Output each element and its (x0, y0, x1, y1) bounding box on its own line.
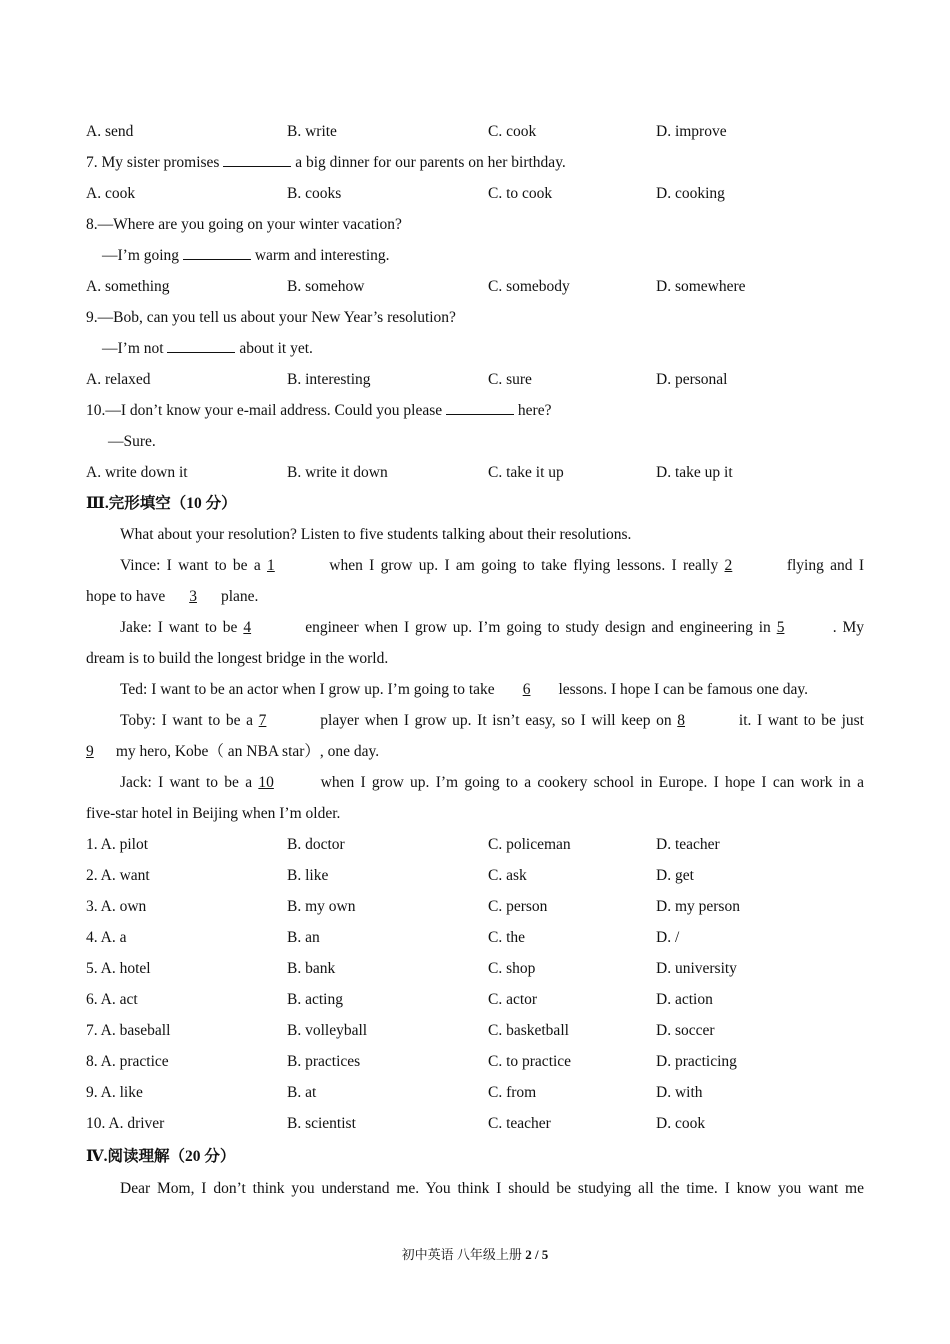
cloze-q9-d: D. with (656, 1084, 703, 1101)
q10-option-b: B. write it down (287, 464, 388, 481)
q8-option-a: A. something (86, 278, 170, 295)
q6-options (86, 116, 864, 147)
q10-stem (86, 395, 864, 426)
page-footer (0, 1244, 950, 1263)
cloze-text: when I grow up. I am going to take flying lessons. I really (323, 557, 725, 574)
cloze-q8-a: 8. A. practice (86, 1053, 169, 1070)
page-number: 2 / 5 (525, 1247, 549, 1262)
q9-reply (86, 333, 864, 364)
cloze-q3-b: B. my own (287, 898, 356, 915)
cloze-q8-options (86, 1046, 864, 1077)
q8-reply (86, 240, 864, 271)
q7-option-d: D. cooking (656, 185, 725, 202)
cloze-text: Vince: I want to be a (120, 557, 268, 574)
cloze-q1-b: B. doctor (287, 836, 345, 853)
cloze-q3-c: C. person (488, 898, 548, 915)
cloze-intro: What about your resolution? Listen to five students talking about their resolutions. (120, 526, 632, 543)
cloze-q3-d: D. my person (656, 898, 740, 915)
cloze-blank-7: 7 (258, 712, 267, 729)
q10-stem-pre: 10.—I don’t know your e-mail address. Could you please (86, 402, 447, 419)
cloze-q10-options (86, 1108, 864, 1139)
cloze-q10-c: C. teacher (488, 1115, 551, 1132)
q7-option-a: A. cook (86, 185, 136, 202)
cloze-q10-a: 10. A. driver (86, 1115, 165, 1132)
q8-reply-post: warm and interesting. (250, 247, 390, 264)
q9-reply-pre: —I’m not (102, 340, 168, 357)
cloze-q8-b: B. practices (287, 1053, 361, 1070)
reading-text-line1: Dear Mom, I don’t think you understand me. You think I should be studying all the time. I know you want me (120, 1180, 864, 1197)
cloze-blank-3: 3 (189, 588, 197, 605)
cloze-q5-a: 5. A. hotel (86, 960, 151, 977)
cloze-blank-2: 2 (724, 557, 733, 574)
cloze-q4-b: B. an (287, 929, 320, 946)
cloze-text: player when I grow up. It isn’t easy, so I will keep on (314, 712, 678, 729)
cloze-vince-line2 (86, 581, 864, 612)
cloze-jake-line1 (86, 612, 864, 643)
q7-stem (86, 147, 864, 178)
q8-option-b: B. somehow (287, 278, 365, 295)
q8-reply-pre: —I’m going (102, 247, 183, 264)
cloze-blank-5: 5 (776, 619, 785, 636)
cloze-text: plane. (217, 588, 259, 605)
q10-options (86, 457, 864, 488)
cloze-blank-6: 6 (522, 681, 531, 698)
q9-option-b: B. interesting (287, 371, 371, 388)
cloze-q9-options (86, 1077, 864, 1108)
q9-option-c: C. sure (488, 371, 532, 388)
q9-options (86, 364, 864, 395)
cloze-vince-line1 (86, 550, 864, 581)
cloze-q5-d: D. university (656, 960, 737, 977)
q8-blank (183, 243, 251, 260)
footer-label: 初中英语 八年级上册 (401, 1247, 526, 1262)
cloze-q1-d: D. teacher (656, 836, 720, 853)
q6-option-d: D. improve (656, 123, 727, 140)
q9-option-d: D. personal (656, 371, 728, 388)
q7-option-c: C. to cook (488, 185, 553, 202)
cloze-q8-d: D. practicing (656, 1053, 737, 1070)
q10-option-a: A. write down it (86, 464, 188, 481)
cloze-jack-line2: five-star hotel in Beijing when I’m older. (86, 805, 341, 822)
q9-option-a: A. relaxed (86, 371, 151, 388)
q7-blank (223, 150, 291, 167)
cloze-text: engineer when I grow up. I’m going to study design and engineering in (299, 619, 777, 636)
cloze-text: Jake: I want to be (120, 619, 244, 636)
cloze-toby-line2 (86, 736, 864, 767)
cloze-text: hope to have (86, 588, 170, 605)
cloze-q2-a: 2. A. want (86, 867, 150, 884)
cloze-q6-c: C. actor (488, 991, 538, 1008)
cloze-q1-a: 1. A. pilot (86, 836, 149, 853)
cloze-text: Toby: I want to be a (120, 712, 259, 729)
cloze-jack-line1 (86, 767, 864, 798)
q8-options (86, 271, 864, 302)
cloze-blank-9: 9 (86, 743, 94, 760)
q7-options (86, 178, 864, 209)
cloze-q2-d: D. get (656, 867, 694, 884)
q7-option-b: B. cooks (287, 185, 342, 202)
cloze-q9-c: C. from (488, 1084, 537, 1101)
cloze-q9-b: B. at (287, 1084, 317, 1101)
cloze-q1-options (86, 829, 864, 860)
cloze-blank-10: 10 (258, 774, 274, 791)
cloze-text: my hero, Kobe（ an NBA star）, one day. (112, 743, 380, 760)
cloze-q6-b: B. acting (287, 991, 343, 1008)
q10-blank (446, 398, 514, 415)
cloze-q5-options (86, 953, 864, 984)
q6-option-a: A. send (86, 123, 134, 140)
cloze-q5-c: C. shop (488, 960, 536, 977)
cloze-q7-a: 7. A. baseball (86, 1022, 171, 1039)
q8-stem: 8.—Where are you going on your winter vacation? (86, 216, 402, 233)
cloze-q4-a: 4. A. a (86, 929, 127, 946)
cloze-q9-a: 9. A. like (86, 1084, 143, 1101)
cloze-q6-options (86, 984, 864, 1015)
cloze-jake-line2: dream is to build the longest bridge in the world. (86, 650, 389, 667)
q7-stem-post: a big dinner for our parents on her birthday. (291, 154, 566, 171)
q10-reply: —Sure. (108, 433, 156, 450)
cloze-blank-8: 8 (677, 712, 686, 729)
q10-option-c: C. take it up (488, 464, 564, 481)
cloze-q7-options (86, 1015, 864, 1046)
cloze-toby-line1 (86, 705, 864, 736)
cloze-blank-1: 1 (267, 557, 275, 574)
cloze-q10-b: B. scientist (287, 1115, 356, 1132)
q9-stem: 9.—Bob, can you tell us about your New Year’s resolution? (86, 309, 456, 326)
cloze-text: Jack: I want to be a (120, 774, 259, 791)
cloze-q2-c: C. ask (488, 867, 527, 884)
q7-stem-pre: 7. My sister promises (86, 154, 224, 171)
cloze-text: lessons. I hope I can be famous one day. (554, 681, 808, 698)
q9-blank (167, 336, 235, 353)
cloze-text: it. I want to be just (733, 712, 864, 729)
q8-option-c: C. somebody (488, 278, 570, 295)
q6-option-b: B. write (287, 123, 337, 140)
cloze-q3-options (86, 891, 864, 922)
cloze-q7-d: D. soccer (656, 1022, 715, 1039)
cloze-text: . My (832, 619, 864, 636)
cloze-q5-b: B. bank (287, 960, 336, 977)
cloze-q4-c: C. the (488, 929, 526, 946)
cloze-q7-c: C. basketball (488, 1022, 569, 1039)
cloze-q6-d: D. action (656, 991, 713, 1008)
cloze-q10-d: D. cook (656, 1115, 706, 1132)
cloze-q3-a: 3. A. own (86, 898, 147, 915)
q8-option-d: D. somewhere (656, 278, 746, 295)
q6-option-c: C. cook (488, 123, 537, 140)
cloze-text: Ted: I want to be an actor when I grow up. I’m going to take (120, 681, 499, 698)
cloze-text: when I grow up. I’m going to a cookery school in Europe. I hope I can work in a (314, 774, 864, 791)
q10-stem-post: here? (514, 402, 552, 419)
section3-heading: Ⅲ.完形填空（10 分） (86, 495, 237, 512)
cloze-q7-b: B. volleyball (287, 1022, 368, 1039)
cloze-q4-options (86, 922, 864, 953)
q10-option-d: D. take up it (656, 464, 733, 481)
cloze-q6-a: 6. A. act (86, 991, 138, 1008)
cloze-q4-d: D. / (656, 929, 680, 946)
q9-reply-post: about it yet. (235, 340, 313, 357)
cloze-q8-c: C. to practice (488, 1053, 572, 1070)
cloze-q2-b: B. like (287, 867, 329, 884)
cloze-ted-line (86, 674, 864, 705)
section4-heading: Ⅳ.阅读理解（20 分） (86, 1148, 236, 1165)
cloze-q2-options (86, 860, 864, 891)
cloze-text: flying and I (780, 557, 864, 574)
cloze-blank-4: 4 (243, 619, 252, 636)
cloze-q1-c: C. policeman (488, 836, 571, 853)
